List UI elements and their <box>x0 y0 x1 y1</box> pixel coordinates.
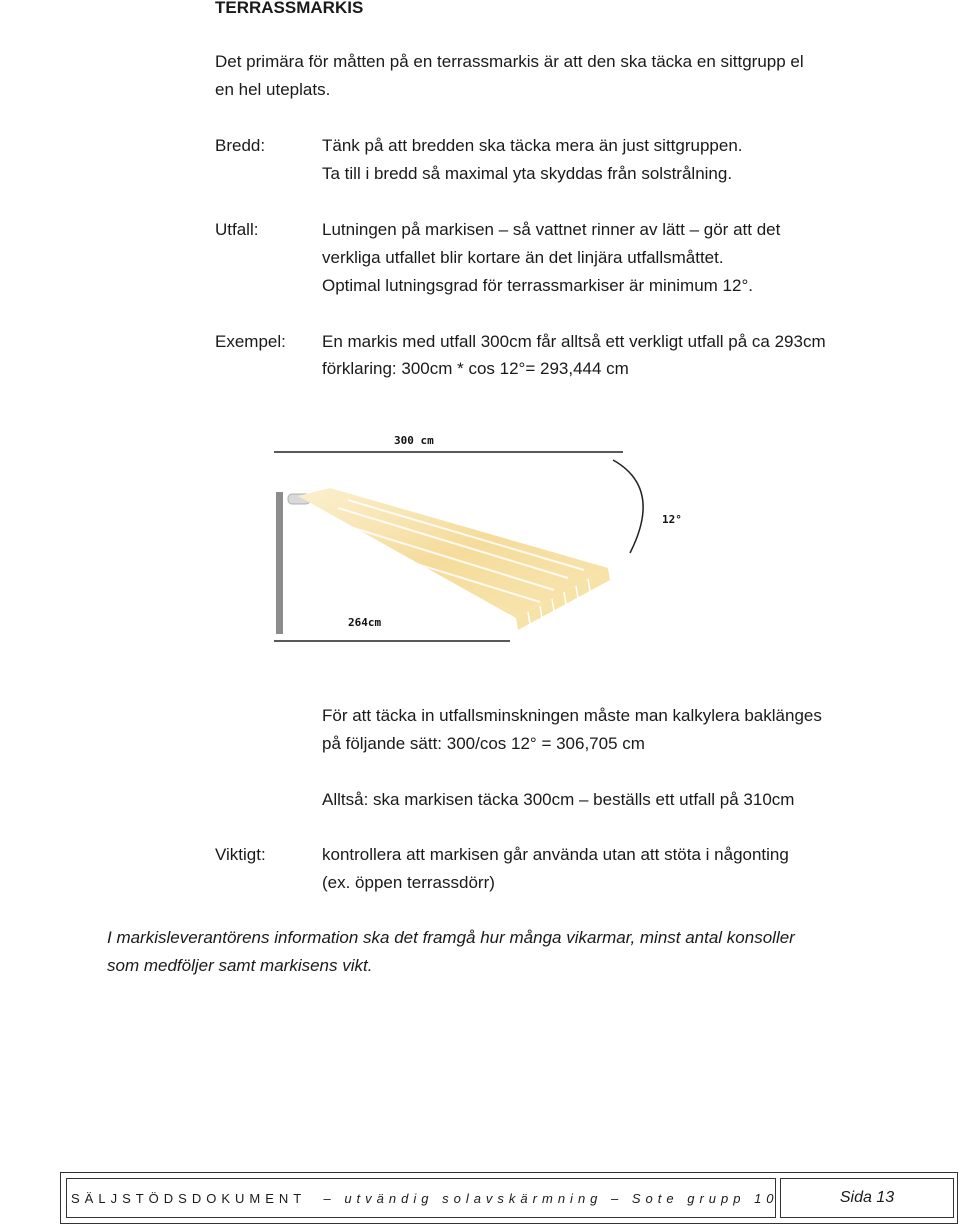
exempel-label: Exempel: <box>215 332 286 351</box>
italic-note-line-1: I markisleverantörens information ska det framgå hur många vikarmar, minst antal konsoller <box>107 928 795 947</box>
footer-doc-subtitle: – utvändig solavskärmning – Sote grupp 10 <box>323 1190 779 1206</box>
intro-line-1: Det primära för måtten på en terrassmarkis är att den ska täcka en sittgrupp el <box>215 52 804 71</box>
utfall-label: Utfall: <box>215 220 259 239</box>
calc-line-2: på följande sätt: 300/cos 12° = 306,705 cm <box>322 734 645 753</box>
awning-diagram <box>268 428 698 648</box>
footer-page-number: Sida 13 <box>780 1178 954 1218</box>
italic-note-line-2: som medföljer samt markisens vikt. <box>107 956 373 975</box>
top-dimension-label: 300 cm <box>394 434 434 447</box>
wall-post <box>276 492 283 634</box>
bredd-line-1: Tänk på att bredden ska täcka mera än just sittgruppen. <box>322 136 743 155</box>
bredd-line-2: Ta till i bredd så maximal yta skyddas från solstrålning. <box>322 164 733 183</box>
exempel-line-2: förklaring: 300cm * cos 12°= 293,444 cm <box>322 359 629 378</box>
utfall-line-3: Optimal lutningsgrad för terrassmarkiser är minimum 12°. <box>322 276 753 295</box>
bredd-label: Bredd: <box>215 136 266 155</box>
page-title: TERRASSMARKIS <box>215 0 364 17</box>
viktigt-line-2: (ex. öppen terrassdörr) <box>322 873 495 892</box>
footer-document-title <box>66 1178 779 1218</box>
intro-line-2: en hel uteplats. <box>215 80 331 99</box>
utfall-line-1: Lutningen på markisen – så vattnet rinner av lätt – gör att det <box>322 220 781 239</box>
viktigt-label: Viktigt: <box>215 845 266 864</box>
bottom-dimension-label: 264cm <box>348 616 382 629</box>
calc-line-1: För att täcka in utfallsminskningen måste man kalkylera baklänges <box>322 706 822 725</box>
alltsa-line: Alltså: ska markisen täcka 300cm – beställs ett utfall på 310cm <box>322 790 795 809</box>
exempel-line-1: En markis med utfall 300cm får alltså ett verkligt utfall på ca 293cm <box>322 332 826 351</box>
footer-doc-type: SÄLJSTÖDSDOKUMENT <box>71 1190 307 1206</box>
angle-arc <box>613 460 643 553</box>
viktigt-line-1: kontrollera att markisen går använda utan att stöta i någonting <box>322 845 789 864</box>
angle-label: 12° <box>662 513 682 526</box>
utfall-line-2: verkliga utfallet blir kortare än det linjära utfallsmåttet. <box>322 248 724 267</box>
